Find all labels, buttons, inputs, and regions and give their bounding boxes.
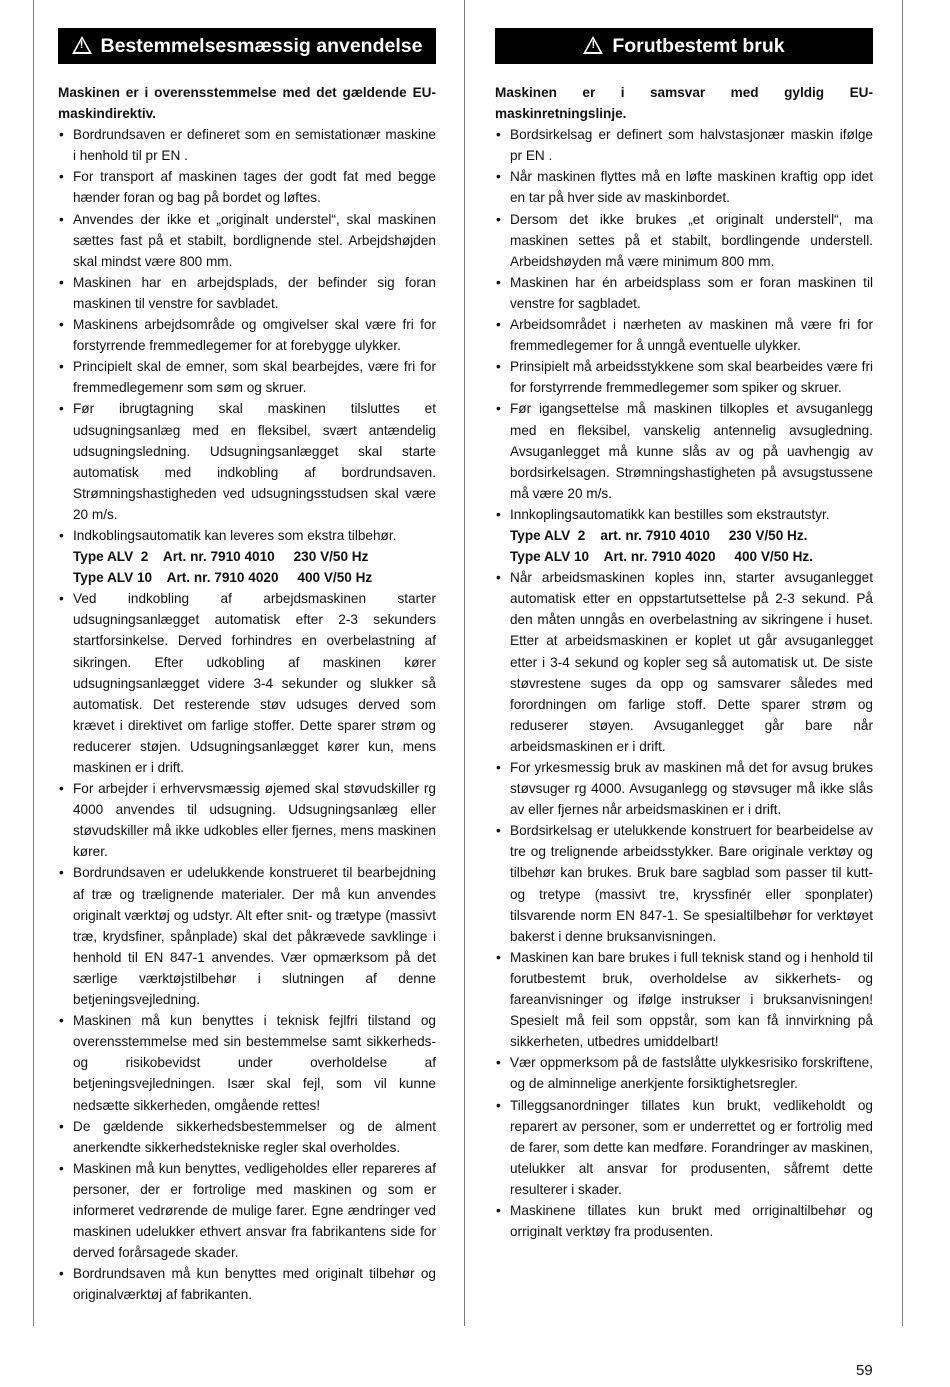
list-item xyxy=(58,1263,436,1305)
list-item-text: Maskinene tillates kun brukt med orriginaltilbehør og orriginalt verktøy fra produsenten. xyxy=(510,1202,873,1240)
right-margin-rule xyxy=(902,0,903,1326)
norwegian-section-header xyxy=(495,28,873,64)
bullet-icon: • xyxy=(496,570,501,586)
list-item xyxy=(58,124,436,166)
bullet-icon: • xyxy=(59,359,64,375)
bullet-icon: • xyxy=(496,1097,501,1113)
warning-triangle-icon xyxy=(72,36,92,54)
left-margin-rule xyxy=(33,0,34,1326)
danish-type-line: Type ALV 2 Art. nr. 7910 4010 230 V/50 Hz xyxy=(73,549,369,565)
list-item xyxy=(58,356,436,398)
list-item xyxy=(495,820,873,947)
bullet-icon: • xyxy=(496,211,501,227)
list-item-text: De gældende sikkerhedsbestemmelser og de alment anerkendte sikkerhedstekniske regler skal overholdes. xyxy=(73,1118,436,1155)
list-item-text: For transport af maskinen tages der godt fat med begge hænder foran og bag på bordet og løftes. xyxy=(73,169,436,206)
norwegian-column xyxy=(495,28,873,1242)
bullet-icon: • xyxy=(496,823,501,839)
norwegian-intro: Maskinen er i samsvar med gyldig EU-maskinretningslinje. xyxy=(495,85,873,122)
bullet-icon: • xyxy=(496,949,501,965)
list-item-text: Bordrundsaven er defineret som en semistationær maskine i henhold til pr EN . xyxy=(73,127,436,164)
bullet-icon: • xyxy=(59,127,64,143)
list-item xyxy=(495,272,873,314)
list-item xyxy=(58,314,436,356)
bullet-icon: • xyxy=(496,169,501,185)
list-item-text: Når maskinen flyttes må en løfte maskinen kraftig opp idet en tar på hver side av maskinbordet. xyxy=(510,169,873,206)
bullet-icon: • xyxy=(496,760,501,775)
list-item-text: Maskinen har én arbeidsplass som er foran maskinen til venstre for sagbladet. xyxy=(510,274,873,311)
list-item xyxy=(58,862,436,1010)
list-item xyxy=(495,209,873,272)
list-item xyxy=(495,398,873,503)
list-item-text: Indkoblingsautomatik kan leveres som ekstra tilbehør. xyxy=(73,527,397,543)
list-item-text: For arbejder i erhvervsmæssig øjemed skal støvudskiller rg 4000 anvendes til udsugning. Udsugningsanlæg eller støvudskiller må ikke udkobles eller fjernes, mens maskinen kører. xyxy=(73,781,436,860)
list-item-text: Bordrundsaven er udelukkende konstrueret til bearbejdning af træ og trælignende materialer. Der må kun anvendes originalt værktøj og udstyr. Alt efter snit- og trætype (massivt træ, krydsfiner, spånplade) skal det påkrævede savklinge i henhold til EN 847-1 anvendes. Vær opmærksom på det særlige værktøjstilbehør i slutningen af denne betjeningsvejledning. xyxy=(73,865,436,1008)
bullet-icon: • xyxy=(496,506,501,522)
list-item-text: Maskinens arbejdsområde og omgivelser skal være fri for forstyrrende fremmedlegemer for at forebygge ulykker. xyxy=(73,317,436,354)
list-item xyxy=(58,398,436,525)
list-item xyxy=(495,757,873,820)
list-item-text: Før igangsettelse må maskinen tilkoples et avsuganlegg med en fleksibel, vanskelig antennelig avsugledning. Avsuganlegget må kunne slås av og på uavhengig av bordsirkelsagen. Strømningshastigheten på avsugstussene må være 20 m/s. xyxy=(510,401,873,501)
list-item xyxy=(495,947,873,1052)
list-item xyxy=(495,124,873,166)
danish-list-a xyxy=(58,124,436,546)
danish-intro: Maskinen er i overensstemmelse med det gældende EU-maskindirektiv. xyxy=(58,85,436,122)
bullet-icon: • xyxy=(59,401,64,417)
list-item xyxy=(495,567,873,757)
list-item xyxy=(58,209,436,272)
list-item-text: Bordrundsaven må kun benyttes med originalt tilbehør og originalværktøj af fabrikanten. xyxy=(73,1266,436,1303)
list-item xyxy=(58,525,436,546)
list-item xyxy=(58,1158,436,1263)
norwegian-section-title: Forutbestemt bruk xyxy=(612,34,785,57)
list-item-text: Maskinen må kun benyttes i teknisk fejlfri tilstand og overensstemmelse med sin bestemmelse samt sikkerheds- og risikobevidst under overholdelse af betjeningsvejledningen. Især skal fejl, som vil kunne nedsætte sikkerheden, omgående rettes! xyxy=(73,1013,436,1113)
list-item xyxy=(495,1052,873,1094)
list-item xyxy=(58,1116,436,1158)
list-item-text: Anvendes der ikke et „originalt understel“, skal maskinen sættes fast på et stabilt, bordlignende stel. Arbejdshøjden skal mindst være 800 mm. xyxy=(73,211,436,269)
list-item-text: For yrkesmessig bruk av maskinen må det for avsug brukes støvsuger rg 4000. Avsuganlegg og støvsuger må ikke slås av eller fjernes når arbeidsmaskinen er i drift. xyxy=(510,760,873,818)
bullet-icon: • xyxy=(59,527,64,543)
list-item-text: Maskinen må kun benyttes, vedligeholdes eller repareres af personer, der er fortrolige med maskinen og som er informeret vedrørende de mulige farer. Egne ændringer ved maskinen udelukker ethvert ansvar fra fabrikantens side for derved forårsagede skader. xyxy=(73,1160,436,1261)
bullet-icon: • xyxy=(59,1266,64,1282)
danish-type-line: Type ALV 10 Art. nr. 7910 4020 400 V/50 Hz xyxy=(73,570,373,586)
bullet-icon: • xyxy=(59,211,64,227)
bullet-icon: • xyxy=(496,359,501,375)
list-item-text: Prinsipielt må arbeidsstykkene som skal bearbeides være fri for forstyrrende fremmedlegemer som spiker og skruer. xyxy=(510,359,873,396)
list-item xyxy=(495,1200,873,1242)
list-item-text: Vær oppmerksom på de fastslåtte ulykkesrisiko forskriftene, og de alminnelige anerkjente forsiktighetsregler. xyxy=(510,1055,873,1092)
page-number: 59 xyxy=(856,1362,873,1379)
list-item xyxy=(58,272,436,314)
list-item-text: Før ibrugtagning skal maskinen tilsluttes et udsugningsanlæg med en fleksibel, svært antændelig udsugningsledning. Udsugningsanlægget skal starte automatisk med indkobling af bordrundsaven. Strømningshastigheden ved udsugningsstudsen skal være 20 m/s. xyxy=(73,401,436,522)
norwegian-type-line: Type ALV 10 Art. nr. 7910 4020 400 V/50 Hz. xyxy=(510,549,813,565)
list-item-text: Principielt skal de emner, som skal bearbejdes, være fri for fremmedlegemenr som søm og skruer. xyxy=(73,359,436,396)
bullet-icon: • xyxy=(59,1118,64,1134)
list-item-text: Når arbeidsmaskinen koples inn, starter avsuganlegget automatisk etter en oppstartutsettelse på 2-3 sekund. På den måten unngås en overbelastning av sikringene i huset. Etter at arbeidsmaskinen er koplet ut går avsuganlegget etter i 3-4 sekund og kopler seg så automatisk ut. De siste støvrestene suges da opp og samsvarer således med forordningen om farlige stoff. Dette sparer strøm og reduserer støyen. Avsuganlegget går bare når arbeidsmaskinen er i drift. xyxy=(510,570,873,754)
danish-column xyxy=(58,28,436,1305)
bullet-icon: • xyxy=(59,865,64,881)
bullet-icon: • xyxy=(59,169,64,185)
list-item xyxy=(58,588,436,778)
bullet-icon: • xyxy=(59,1013,64,1029)
bullet-icon: • xyxy=(59,1160,64,1176)
list-item-text: Dersom det ikke brukes „et originalt understell“, ma maskinen settes på et stabilt, bordlingende understell. Arbeidshøyden må være minimum 800 mm. xyxy=(510,211,873,269)
danish-section-header xyxy=(58,28,436,64)
center-divider-rule xyxy=(464,0,465,1326)
list-item-text: Bordsirkelsag er utelukkende konstruert for bearbeidelse av tre og trelignende arbeidsstykker. Bare originale verktøy og tilbehør kan brukes. Bruk bare sagblad som passer til kutt- og tretype (massivt tre, kryssfinér eller sponplater) tilsvarende norm EN 847-1. Se spesialtilbehør for verktøyet bakerst i denne bruksanvisningen. xyxy=(510,823,873,944)
list-item xyxy=(495,504,873,525)
bullet-icon: • xyxy=(496,127,501,143)
bullet-icon: • xyxy=(496,317,501,333)
bullet-icon: • xyxy=(496,401,501,417)
list-item xyxy=(58,1010,436,1115)
danish-section-title: Bestemmelsesmæssig anvendelse xyxy=(100,34,423,57)
list-item-text: Arbeidsområdet i nærheten av maskinen må være fri for fremmedlegemer for å unngå eventuelle ulykker. xyxy=(510,317,873,354)
warning-triangle-icon xyxy=(583,36,603,54)
bullet-icon: • xyxy=(59,317,64,333)
norwegian-list-a xyxy=(495,124,873,525)
bullet-icon: • xyxy=(496,1055,501,1071)
list-item-text: Ved indkobling af arbejdsmaskinen starter udsugningsanlægget automatisk efter 2-3 sekunders startforsinkelse. Derved forhindres en overbelastning af sikringen. Efter udkobling af maskinen kører udsugningsanlægget videre 3-4 sekunder og slukker så automatisk. Det resterende støv udsuges derved som krævet i direktivet om farlige stoffer. Dette sparer strøm og reducerer støjen. Udsugningsanlægget kører kun, mens maskinen er i drift. xyxy=(73,591,436,775)
bullet-icon: • xyxy=(496,274,501,290)
bullet-icon: • xyxy=(59,274,64,290)
list-item-text: Maskinen har en arbejdsplads, der befinder sig foran maskinen til venstre for savbladet. xyxy=(73,274,436,311)
list-item xyxy=(495,166,873,208)
list-item xyxy=(495,1095,873,1200)
bullet-icon: • xyxy=(59,781,64,797)
norwegian-type-line: Type ALV 2 art. nr. 7910 4010 230 V/50 Hz. xyxy=(510,527,808,543)
bullet-icon: • xyxy=(496,1202,501,1218)
bullet-icon: • xyxy=(59,591,64,607)
list-item-text: Maskinen kan bare brukes i full teknisk stand og i henhold til forutbestemt bruk, overholdelse av sikkerhets- og fareanvisninger og ifølge instrukser i bruksanvisningen! Spesielt må feil som oppstår, som kan få innvirkning på sikkerheten, utbedres umiddelbart! xyxy=(510,949,873,1050)
list-item xyxy=(495,314,873,356)
list-item-text: Innkoplingsautomatikk kan bestilles som ekstrautstyr. xyxy=(510,506,830,522)
list-item xyxy=(58,778,436,862)
list-item xyxy=(58,166,436,208)
norwegian-list-b xyxy=(495,567,873,1242)
list-item xyxy=(495,356,873,398)
danish-list-b xyxy=(58,588,436,1305)
list-item-text: Tilleggsanordninger tillates kun brukt, vedlikeholdt og reparert av personer, som er underrettet og er fortrolig med de farer, som dette kan medføre. Forandringer av maskinen, utelukker alt ansvar for produsenten, såfremt dette resulterer i skader. xyxy=(510,1097,873,1197)
list-item-text: Bordsirkelsag er definert som halvstasjonær maskin ifølge pr EN . xyxy=(510,127,873,164)
